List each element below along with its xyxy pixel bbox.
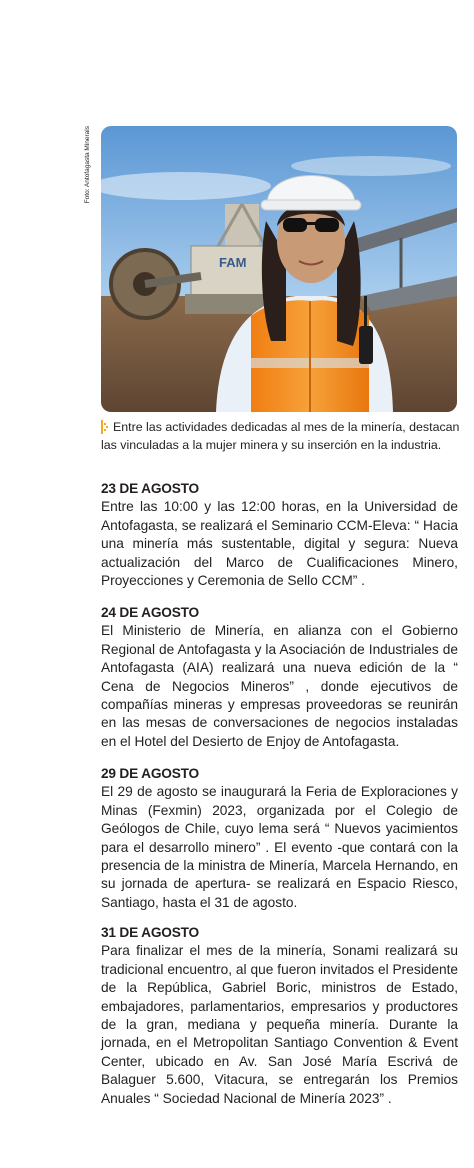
event-date: 31 DE AGOSTO [101, 925, 200, 940]
event-29-agosto [101, 765, 458, 912]
event-description: Para finalizar el mes de la minería, Sonami realizará su tradicional encuentro, al que fueron invitados el Presidente de la República, Gabriel Boric, ministros de Estado, embajadores, parlamentarios, empresarios y productores de la gran, mediana y pequeña minería. Durante la jornada, en el Metropolitan Santiago Convention & Event Center, ubicado en Av. San José María Escrivá de Balaguer 5.600, Vitacura, se entregarán los Premios Anuales “ Sociedad Nacional de Minería 2023” . [101, 943, 458, 1106]
event-date: 24 DE AGOSTO [101, 605, 200, 620]
photo-caption [101, 418, 461, 454]
caption-text: Entre las actividades dedicadas al mes de la minería, destacan las vinculadas a la mujer minera y su inserción en la industria. [101, 420, 460, 452]
event-date: 23 DE AGOSTO [101, 481, 200, 496]
event-description: El Ministerio de Minería, en alianza con el Gobierno Regional de Antofagasta y la Asociación de Industriales de Antofagasta (AIA) realizará una nueva edición de la “ Cena de Negocios Mineros” , donde ejecutivos de compañías mineras y empresas proveedoras se reunirán en las mesas de conversaciones de negocios instaladas en el Hotel del Desierto de Enjoy de Antofagasta. [101, 623, 458, 749]
event-23-agosto [101, 480, 458, 590]
event-31-agosto [101, 924, 458, 1108]
event-description: Entre las 10:00 y las 12:00 horas, en la Universidad de Antofagasta, se realizará el Seminario CCM-Eleva: “ Hacia una minería más sustentable, digital y segura: Nueva actualización del Marco de Cualificaciones Minero, Proyecciones y Ceremonia de Sello CCM” . [101, 499, 458, 589]
event-description: El 29 de agosto se inaugurará la Feria de Exploraciones y Minas (Fexmin) 2023, organizada por el Colegio de Geólogos de Chile, cuyo lema será “ Nuevos yacimientos para el desarrollo minero” . El evento -que contará con la presencia de la ministra de Minería, Marcela Hernando, en su jornada de apertura- se realizará en Espacio Riesco, Santiago, hasta el 31 de agosto. [101, 784, 458, 910]
machine-label: FAM [219, 255, 247, 270]
mining-photo [101, 126, 457, 412]
event-24-agosto [101, 604, 458, 751]
caption-bullet-icon [101, 420, 111, 434]
event-date: 29 DE AGOSTO [101, 766, 200, 781]
photo-credit: Foto: Antofagasta Minerals [84, 126, 91, 204]
